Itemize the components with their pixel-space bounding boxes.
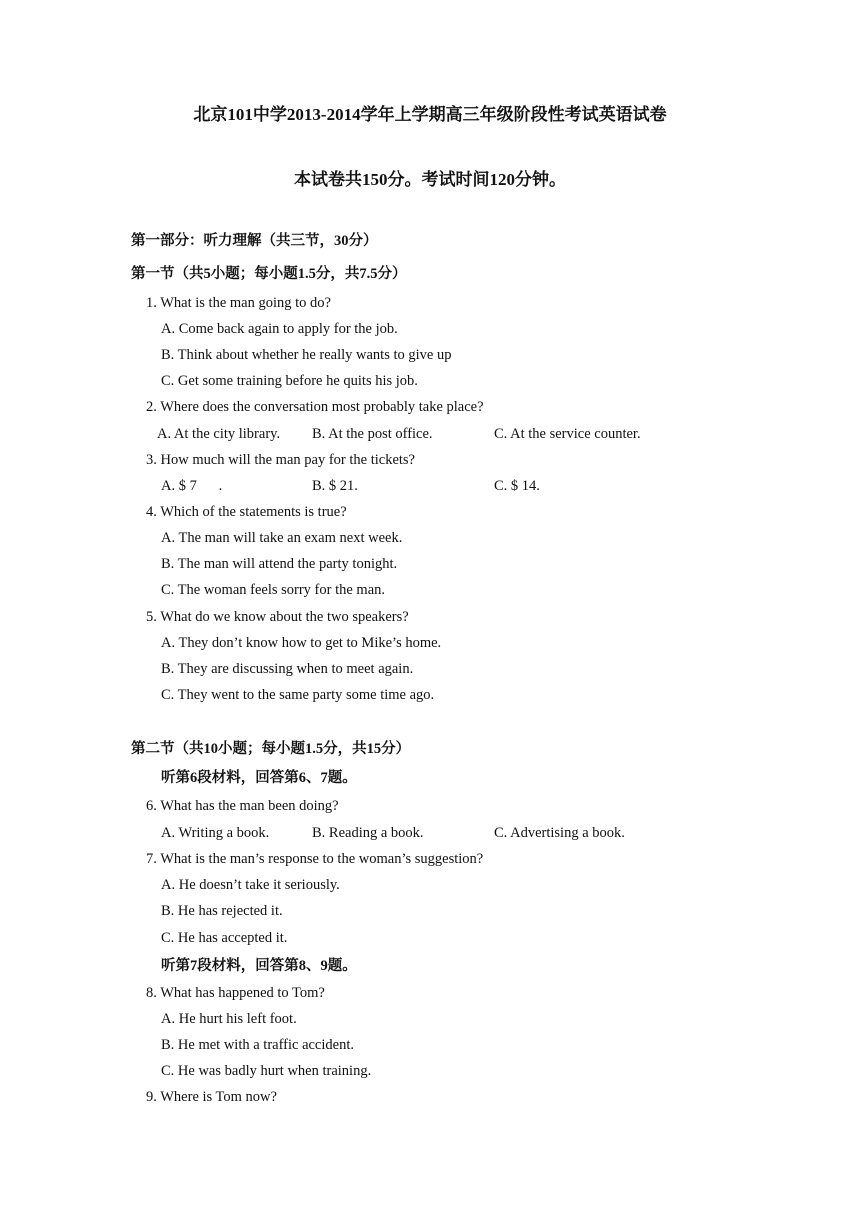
question-6: 6. What has the man been doing? xyxy=(146,798,339,814)
question-7: 7. What is the man’s response to the woman’s suggestion? xyxy=(146,851,484,867)
q1-option-b: B. Think about whether he really wants to give up xyxy=(161,347,452,363)
q4-option-c: C. The woman feels sorry for the man. xyxy=(161,582,386,598)
q1-option-c: C. Get some training before he quits his job. xyxy=(161,373,418,389)
q3-option-b: B. $ 21. xyxy=(312,478,358,494)
section2-heading: 第二节（共10小题；每小题1.5分，共15分） xyxy=(131,741,411,757)
q8-option-b: B. He met with a traffic accident. xyxy=(161,1037,354,1053)
question-1: 1. What is the man going to do? xyxy=(146,295,331,311)
q6-option-c: C. Advertising a book. xyxy=(494,825,625,841)
question-4: 4. Which of the statements is true? xyxy=(146,504,347,520)
q5-option-c: C. They went to the same party some time ago. xyxy=(161,687,435,703)
q1-option-a: A. Come back again to apply for the job. xyxy=(161,321,398,337)
q7-option-c: C. He has accepted it. xyxy=(161,930,288,946)
q5-option-b: B. They are discussing when to meet again. xyxy=(161,661,414,677)
q8-option-c: C. He was badly hurt when training. xyxy=(161,1063,372,1079)
question-8: 8. What has happened to Tom? xyxy=(146,985,325,1001)
question-3: 3. How much will the man pay for the tickets? xyxy=(146,452,415,468)
part1-heading: 第一部分：听力理解（共三节，30分） xyxy=(131,233,378,249)
q3-option-a: A. $ 7 . xyxy=(161,478,223,494)
material-7-instruction: 听第7段材料，回答第8、9题。 xyxy=(161,958,357,974)
q7-option-b: B. He has rejected it. xyxy=(161,903,283,919)
question-2: 2. Where does the conversation most probably take place? xyxy=(146,399,484,415)
q4-option-b: B. The man will attend the party tonight. xyxy=(161,556,398,572)
q2-option-c: C. At the service counter. xyxy=(494,426,641,442)
q8-option-a: A. He hurt his left foot. xyxy=(161,1011,297,1027)
q5-option-a: A. They don’t know how to get to Mike’s home. xyxy=(161,635,442,651)
question-9: 9. Where is Tom now? xyxy=(146,1089,277,1105)
exam-subtitle: 本试卷共150分。考试时间120分钟。 xyxy=(294,170,566,189)
q7-option-a: A. He doesn’t take it seriously. xyxy=(161,877,340,893)
material-6-instruction: 听第6段材料，回答第6、7题。 xyxy=(161,770,357,786)
question-5: 5. What do we know about the two speakers? xyxy=(146,609,409,625)
q4-option-a: A. The man will take an exam next week. xyxy=(161,530,403,546)
q2-option-a: A. At the city library. xyxy=(157,426,281,442)
q6-option-b: B. Reading a book. xyxy=(312,825,424,841)
section1-heading: 第一节（共5小题；每小题1.5分，共7.5分） xyxy=(131,266,407,282)
q3-option-c: C. $ 14. xyxy=(494,478,540,494)
q2-option-b: B. At the post office. xyxy=(312,426,433,442)
q6-option-a: A. Writing a book. xyxy=(161,825,270,841)
exam-title: 北京101中学2013-2014学年上学期高三年级阶段性考试英语试卷 xyxy=(193,105,667,124)
